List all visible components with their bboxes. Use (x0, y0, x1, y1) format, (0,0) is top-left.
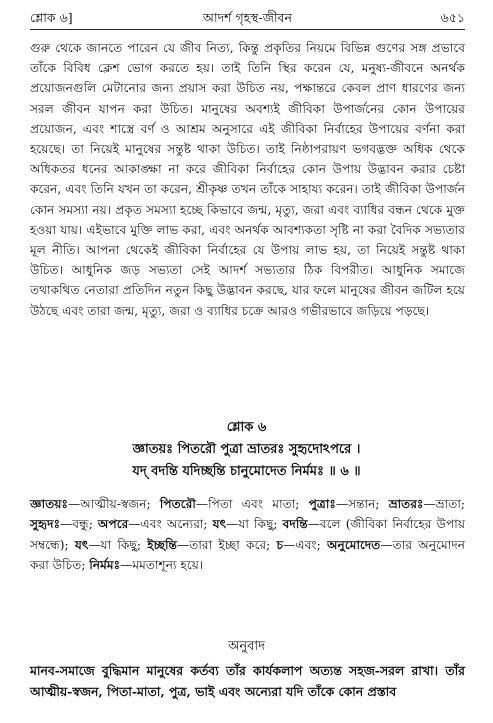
synonym-meaning: —যা কিছু; (88, 537, 148, 552)
synonym-term: চ (276, 537, 284, 552)
synonym-meaning: —যা কিছু; (226, 517, 283, 532)
synonym-entry (98, 517, 213, 531)
synonym-term: নির্মমঃ (89, 558, 121, 573)
synonym-term: ভ্রাতরঃ (388, 497, 424, 511)
synonym-meaning: —আত্মীয়-স্বজন; (68, 497, 160, 511)
verse-line-1: জ্ঞাতয়ঃ পিতরৌ পুত্রা ভ্রাতরঃ সুহৃদোঽপরে । (132, 442, 361, 457)
page-number: ৬৫১ (440, 10, 465, 25)
header-chapter-title: আদর্শ গৃহস্থ-জীবন (203, 10, 292, 25)
verse-heading: শ্লোক ৬ (226, 420, 267, 435)
translation-text: মানব-সমাজে বুদ্ধিমান মানুষের কর্তব্য তাঁর কার্যকলাপ অত্যন্ত সহজ-সরল রাখা। তাঁর আত্মীয়-স্বজন, পিতা-মাতা, পুত্র, ভাই এবং অন্যেরা যদি তাঁকে কোন প্রস্তাব (30, 663, 465, 699)
synonym-meaning: —তার অনুমোদন করা উচিত; (30, 537, 466, 573)
synonym-term: পুত্রাঃ (308, 497, 336, 511)
synonym-entry (160, 497, 309, 511)
synonym-meaning: —সন্তান; (335, 497, 389, 511)
synonym-entry (309, 497, 389, 511)
running-header (30, 8, 465, 28)
synonym-term: সুহৃদঃ (30, 517, 61, 532)
header-verse-ref: শ্লোক ৬] (30, 10, 73, 25)
synonym-meaning: —বলে (জীবিকা নির্বাহের উপায় সম্বন্ধে); (30, 517, 466, 552)
synonym-entry (75, 538, 147, 552)
synonym-term: অনুমোদেত (326, 537, 381, 552)
translation-paragraph (30, 660, 465, 702)
synonym-meaning: —মমতাশূন্য হয়ে। (120, 558, 204, 573)
synonym-entry (389, 497, 465, 511)
synonym-entry (277, 538, 327, 552)
translation-heading: অনুবাদ (228, 639, 265, 654)
synonym-term: অপরে (97, 517, 129, 532)
synonym-entry (147, 538, 276, 552)
synonym-meaning: —তারা ইচ্ছা করে; (177, 537, 277, 552)
purport-text: গুরু থেকে জানতে পারেন যে জীব নিত্য, কিন্তু প্রকৃতির নিয়মে বিভিন্ন গুণের সঙ্গ প্রভাবে তাঁকে বিবিধ ক্লেশ ভোগ করতে হয়। তাই তিনি স্থির করেন যে, মনুষ্য-জীবনে অনর্থক প্রয়োজনগুলি মেটানোর জন্য প্রয়াস করা উচিত নয়, পক্ষান্তরে কেবল প্রাণ ধারণের জন্য সরল জীবন যাপন করা উচিত। মানুষের অবশ্যই জীবিকা উপার্জনের কোন উপায়ের প্রয়োজন, এবং শাস্ত্রে বর্ণ ও আশ্রম অনুসারে এই জীবিকা নির্বাহের উপায়ের বর্ণনা করা হয়েছে। তা নিয়েই মানুষের সন্তুষ্ট থাকা উচিত। তাই নিষ্ঠাপরায়ণ ভগবদ্ভক্ত অধিক থেকে অধিকতর ধনের আকাঙ্ক্ষা না করে জীবিকা নির্বাহের কোন উপায় উদ্ভাবন করার চেষ্টা করেন, এবং তিনি যখন তা করেন, শ্রীকৃষ্ণ তখন তাঁকে সাহায্য করেন। তাই জীবিকা উপার্জন কোন সমস্যা নয়। প্রকৃত সমস্যা হচ্ছে কিভাবে জন্ম, মৃত্যু, জরা এবং ব্যাধির বন্ধন থেকে মুক্ত হওয়া যায়। এইভাবে মুক্তি লাভ করা, এবং অনর্থক আবশ্যকতা সৃষ্টি না করা বৈদিক সভ্যতার মূল নীতি। আপনা থেকেই জীবিকা নির্বাহের যে উপায় লাভ হয়, তা নিয়েই সন্তুষ্ট থাকা উচিত। আধুনিক জড় সভ্যতা সেই আদর্শ সভ্যতার ঠিক বিপরীত। আধুনিক সমাজে তথাকথিত নেতারা প্রতিদিন নতুন কিছু উদ্ভাবন করছে, যার ফলে মানুষের জীবন জটিল হয়ে উঠছে এবং তারা জন্ম, মৃত্যু, জরা ও ব্যাধির চক্রে আরও গভীরভাবে জড়িয়ে পড়ছে। (30, 41, 465, 318)
synonym-meaning: —বন্ধু; (60, 517, 98, 532)
synonym-entry (30, 497, 160, 511)
synonym-meaning: —এবং; (283, 537, 327, 552)
synonym-term: ইচ্ছন্তি (147, 537, 177, 552)
synonym-term: বদন্তি (282, 517, 308, 532)
synonyms-section (30, 494, 465, 576)
synonym-term: পিতরৌ (159, 497, 196, 511)
synonym-term: যৎ (74, 537, 89, 552)
synonym-term: জ্ঞাতয়ঃ (30, 497, 69, 511)
header-divider (30, 29, 465, 30)
synonym-entry (30, 517, 98, 531)
synonym-meaning: —এবং অন্যেরা; (128, 517, 213, 532)
synonym-entry (89, 558, 203, 572)
synonym-meaning: —ভ্রাতা; (423, 497, 465, 511)
synonym-meaning: —পিতা এবং মাতা; (195, 497, 309, 511)
purport-paragraph (30, 38, 465, 321)
synonym-term: যৎ (212, 517, 227, 532)
synonym-entry (213, 517, 283, 531)
verse-line-2: যদ্ বদন্তি যদিচ্ছন্তি চানুমোদেত নির্মমঃ ॥ ৬ ॥ (132, 464, 361, 479)
